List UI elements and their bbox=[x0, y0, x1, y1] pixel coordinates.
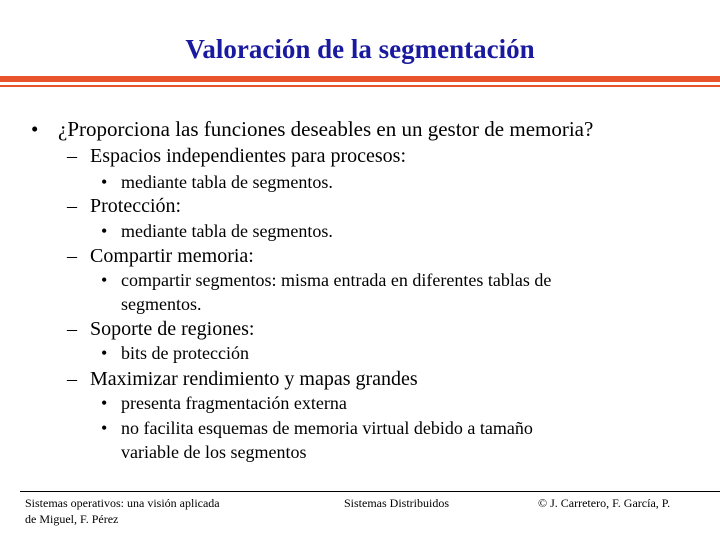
dash-marker: – bbox=[67, 318, 77, 340]
footer-left bbox=[25, 495, 285, 527]
sub-item-text: mediante tabla de segmentos. bbox=[121, 172, 333, 192]
sub-marker: • bbox=[101, 343, 108, 363]
dash-item-compartir bbox=[67, 245, 254, 268]
title-rule-thin bbox=[0, 85, 720, 87]
sub-item-continuation: variable de los segmentos bbox=[121, 442, 307, 462]
sub-item-text: presenta fragmentación externa bbox=[121, 393, 347, 413]
dash-item-proteccion bbox=[67, 195, 182, 218]
sub-marker: • bbox=[101, 221, 108, 241]
footer-book-authors: de Miguel, F. Pérez bbox=[25, 512, 119, 526]
dash-item-text: Espacios independientes para procesos: bbox=[90, 145, 407, 167]
dash-item-text: Maximizar rendimiento y mapas grandes bbox=[90, 368, 418, 390]
sub-item bbox=[101, 343, 249, 364]
dash-item-espacios bbox=[67, 145, 407, 168]
footer-book-title: Sistemas operativos: una visión aplicada bbox=[25, 496, 220, 510]
title-rule-thick bbox=[0, 76, 720, 82]
bullet-marker: • bbox=[31, 117, 39, 141]
sub-item bbox=[101, 270, 552, 291]
sub-marker: • bbox=[101, 418, 108, 438]
slide-title: Valoración de la segmentación bbox=[185, 34, 535, 64]
dash-item-maximizar bbox=[67, 368, 418, 391]
footer-rule bbox=[20, 491, 720, 492]
sub-marker: • bbox=[101, 270, 108, 290]
sub-item bbox=[101, 393, 347, 414]
sub-item-text: no facilita esquemas de memoria virtual debido a tamaño bbox=[121, 418, 533, 438]
dash-item-text: Soporte de regiones: bbox=[90, 318, 255, 340]
sub-marker: • bbox=[101, 393, 108, 413]
sub-marker: • bbox=[101, 172, 108, 192]
dash-marker: – bbox=[67, 195, 77, 217]
sub-item-text: mediante tabla de segmentos. bbox=[121, 221, 333, 241]
footer-copyright: © J. Carretero, F. García, P. bbox=[538, 496, 671, 510]
bullet-main bbox=[31, 117, 594, 142]
bullet-main-text: ¿Proporciona las funciones deseables en un gestor de memoria? bbox=[58, 117, 594, 141]
dash-marker: – bbox=[67, 145, 77, 167]
sub-item-text: bits de protección bbox=[121, 343, 249, 363]
dash-marker: – bbox=[67, 368, 77, 390]
sub-item-text: compartir segmentos: misma entrada en diferentes tablas de bbox=[121, 270, 552, 290]
sub-item-continuation: segmentos. bbox=[121, 294, 202, 314]
dash-item-text: Compartir memoria: bbox=[90, 245, 254, 267]
footer-course: Sistemas Distribuidos bbox=[344, 496, 450, 510]
sub-item bbox=[101, 418, 533, 439]
sub-item bbox=[101, 172, 333, 193]
dash-item-soporte bbox=[67, 318, 255, 341]
sub-item bbox=[101, 221, 333, 242]
dash-marker: – bbox=[67, 245, 77, 267]
dash-item-text: Protección: bbox=[90, 195, 182, 217]
